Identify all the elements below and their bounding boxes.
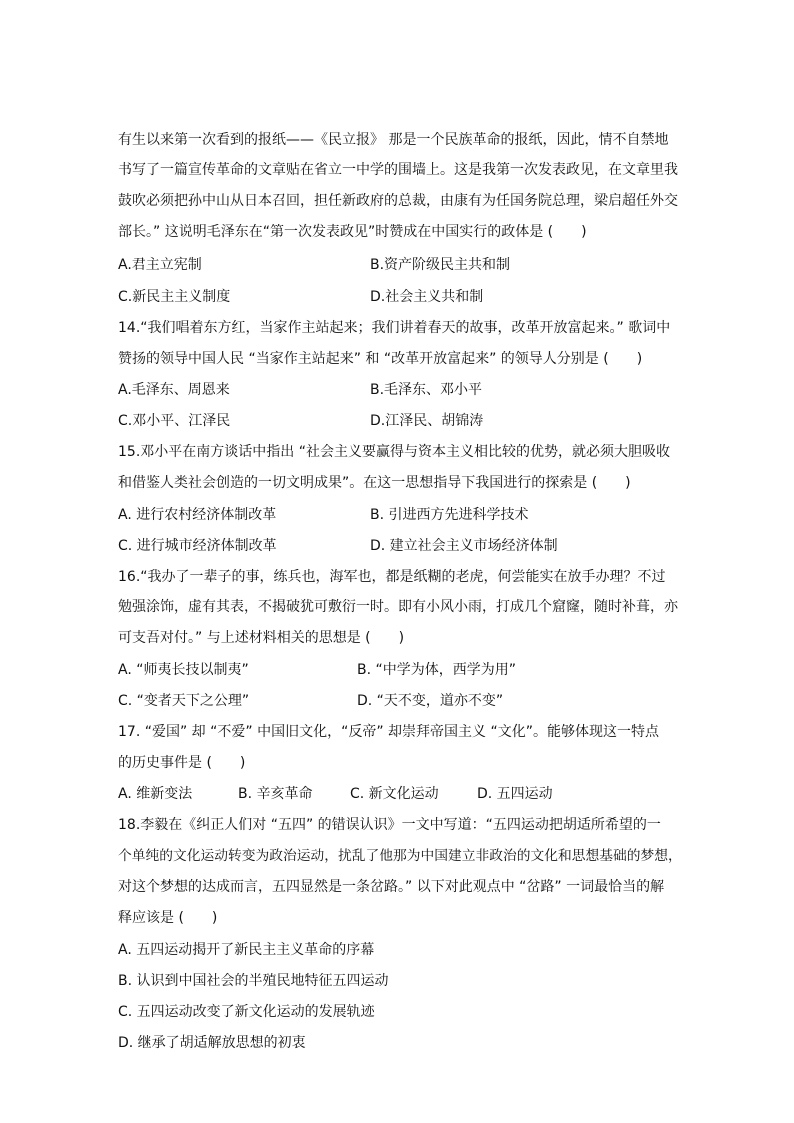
q14-option-a: A.毛泽东、周恩来 (118, 382, 230, 398)
q16-option-d: D. “天不变，道亦不变” (357, 693, 504, 709)
q18-option-c: C. 五四运动改变了新文化运动的发展轨迹 (118, 1004, 375, 1020)
q13-option-c: C.新民主主义制度 (118, 289, 231, 305)
q17-option-d: D. 五四运动 (477, 786, 553, 802)
q14-option-d: D.江泽民、胡锦涛 (370, 413, 484, 429)
q15-option-a: A. 进行农村经济体制改革 (118, 507, 277, 523)
q17-option-a: A. 维新变法 (118, 786, 193, 802)
q15-option-c: C. 进行城市经济体制改革 (118, 538, 277, 554)
q13-line-2: 书写了一篇宣传革命的文章贴在省立一中学的围墙上。这是我第一次发表政见，在文章里我 (118, 162, 678, 178)
q14-option-b: B.毛泽东、邓小平 (370, 382, 483, 398)
q13-option-d: D.社会主义共和制 (370, 289, 484, 305)
q13-line-3: 鼓吹必须把孙中山从日本召回，担任新政府的总裁，由康有为任国务院总理，梁启超任外交 (118, 193, 678, 209)
q14-option-c: C.邓小平、江泽民 (118, 413, 231, 429)
q15-line-2: 和借鉴人类社会创造的一切文明成果”。在这一思想指导下我国进行的探索是 ( ) (118, 475, 631, 491)
q18-line-1: 18.李毅在《纠正人们对 “五四” 的错误认识》一文中写道：“五四运动把胡适所希望的一 (118, 817, 661, 833)
q18-option-d: D. 继承了胡适解放思想的初衷 (118, 1035, 306, 1051)
q13-line-1: 有生以来第一次看到的报纸——《民立报》 那是一个民族革命的报纸，因此，情不自禁地 (118, 132, 669, 148)
q18-line-2: 个单纯的文化运动转变为政治运动，扰乱了他那为中国建立非政治的文化和思想基础的梦想， (118, 848, 682, 864)
q16-option-c: C. “变者天下之公理” (118, 693, 250, 709)
q16-line-3: 可支吾对付。” 与上述材料相关的思想是 ( ) (118, 630, 405, 646)
q17-line-2: 的历史事件是 ( ) (118, 755, 246, 771)
q17-option-c: C. 新文化运动 (350, 786, 439, 802)
q13-line-4: 部长。” 这说明毛泽东在“第一次发表政见”时赞成在中国实行的政体是 ( ) (118, 224, 587, 240)
q15-option-b: B. 引进西方先进科学技术 (370, 507, 529, 523)
q17-line-1: 17. “爱国” 却 “不爱” 中国旧文化，“反帝” 却崇拜帝国主义 “文化”。能够体现这一特点 (118, 724, 659, 740)
q14-line-2: 赞扬的领导中国人民 “当家作主站起来” 和 “改革开放富起来” 的领导人分别是 ( ) (118, 351, 643, 367)
q17-option-b: B. 辛亥革命 (238, 786, 313, 802)
q18-option-b: B. 认识到中国社会的半殖民地特征五四运动 (118, 973, 389, 989)
q18-line-4: 释应该是 ( ) (118, 910, 218, 926)
q16-option-a: A. “师夷长技以制夷” (118, 662, 249, 678)
q15-line-1: 15.邓小平在南方谈话中指出 “社会主义要赢得与资本主义相比较的优势，就必须大胆吸收 (118, 444, 670, 460)
q16-line-2: 勉强涂饰，虚有其表，不揭破犹可敷衍一时。即有小风小雨，打成几个窟窿，随时补葺，亦 (118, 599, 678, 615)
q18-option-a: A. 五四运动揭开了新民主主义革命的序幕 (118, 942, 375, 958)
q16-line-1: 16.“我办了一辈子的事，练兵也，海军也，都是纸糊的老虎，何尝能实在放手办理？不过 (118, 569, 666, 585)
q16-option-b: B. “中学为体，西学为用” (357, 662, 517, 678)
q18-line-3: 对这个梦想的达成而言，五四显然是一条岔路。” 以下对此观点中 “岔路” 一词最恰当的解 (118, 879, 665, 895)
q15-option-d: D. 建立社会主义市场经济体制 (370, 538, 558, 554)
q14-line-1: 14.“我们唱着东方红，当家作主站起来；我们讲着春天的故事，改革开放富起来。” 歌词中 (118, 320, 671, 336)
q13-option-b: B.资产阶级民主共和制 (370, 257, 511, 273)
q13-option-a: A.君主立宪制 (118, 257, 202, 273)
